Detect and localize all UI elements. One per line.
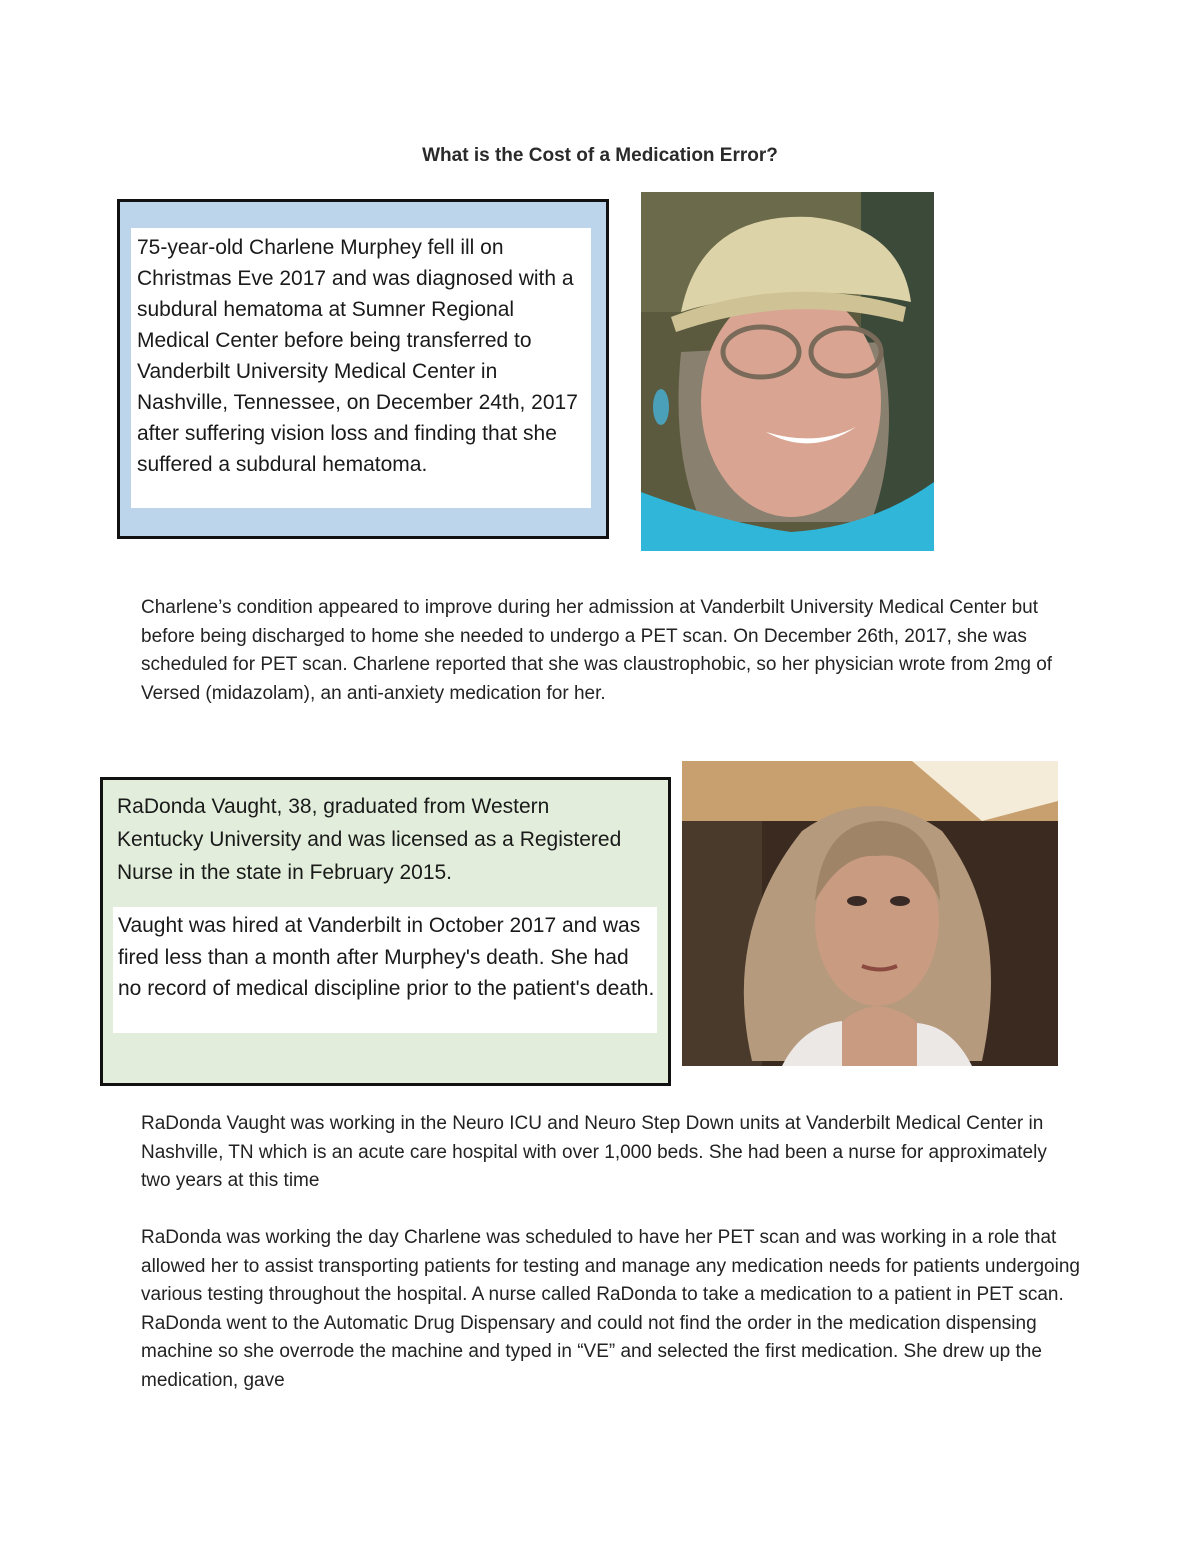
charlene-murphey-photo <box>641 192 934 551</box>
charlene-info-text: 75-year-old Charlene Murphey fell ill on Christmas Eve 2017 and was diagnosed with a subdural hematoma at Sumner Regional Medical Center before being transferred to Vanderbilt University Medical Center in Nashville, Tennessee, on December 24th, 2017 after suffering vision loss and finding that she suffered a subdural hematoma. <box>131 228 591 508</box>
radonda-info-box <box>100 777 671 1086</box>
document-title: What is the Cost of a Medication Error? <box>422 145 778 166</box>
radonda-background-text: RaDonda Vaught, 38, graduated from Western Kentucky University and was licensed as a Registered Nurse in the state in February 2015. <box>117 795 622 884</box>
radonda-employment-text: Vaught was hired at Vanderbilt in October 2017 and was fired less than a month after Murphey's death. She had no record of medical discipline prior to the patient's death. <box>113 907 657 1033</box>
paragraph-charlene-condition: Charlene’s condition appeared to improve during her admission at Vanderbilt University Medical Center but before being discharged to home she needed to undergo a PET scan. On December 26th, 2017, she was scheduled for PET scan. Charlene reported that she was claustrophobic, so her physician wrote from 2mg of Versed (midazolam), an anti-anxiety medication for her. <box>141 597 1053 704</box>
paragraph-incident: RaDonda was working the day Charlene was scheduled to have her PET scan and was working in a role that allowed her to assist transporting patients for testing and manage any medication needs for patients undergoing various testing throughout the hospital. A nurse called RaDonda to take a medication to a patient in PET scan. RaDonda went to the Automatic Drug Dispensary and could not find the order in the medication dispensing machine so she overrode the machine and typed in “VE” and selected the first medication. She drew up the medication, gave <box>141 1227 1080 1391</box>
radonda-vaught-photo <box>682 761 1058 1066</box>
paragraph-radonda-work: RaDonda Vaught was working in the Neuro ICU and Neuro Step Down units at Vanderbilt Medical Center in Nashville, TN which is an acute care hospital with over 1,000 beds. She had been a nurse for approximately two years at this time <box>141 1113 1047 1191</box>
charlene-info-box <box>117 199 609 539</box>
